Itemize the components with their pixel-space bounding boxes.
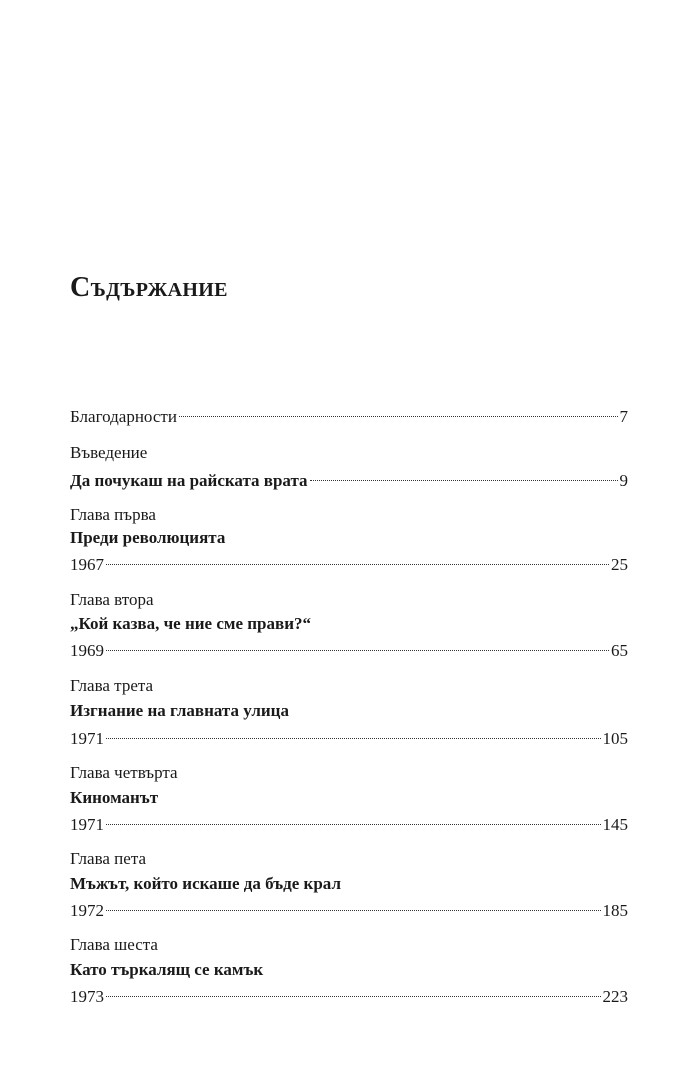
- toc-entry-chapter-6[interactable]: [70, 982, 628, 1012]
- toc-page-number: 9: [619, 471, 628, 490]
- toc-entry-chapter-1[interactable]: [70, 550, 628, 580]
- toc-entry-chapter-5[interactable]: [70, 896, 628, 926]
- dot-leader: [106, 650, 609, 651]
- dot-leader: [106, 564, 609, 565]
- toc-chapter-label: Въведение: [70, 443, 148, 462]
- toc-entry-acknowledgements[interactable]: [70, 402, 628, 432]
- dot-leader: [310, 480, 618, 481]
- toc-year: 1969: [70, 641, 104, 660]
- toc-page-number: 185: [602, 901, 628, 920]
- toc-chapter-title: Да почукаш на райската врата: [70, 471, 308, 490]
- toc-chapter-label: Глава четвърта: [70, 763, 178, 782]
- toc-year: 1967: [70, 555, 104, 574]
- dot-leader: [106, 824, 601, 825]
- toc-chapter-title: Като търкалящ се камък: [70, 960, 264, 979]
- dot-leader: [179, 416, 618, 417]
- toc-chapter-label: Глава пета: [70, 849, 147, 868]
- toc-entry-chapter-2[interactable]: [70, 636, 628, 666]
- toc-page-number: 25: [611, 555, 628, 574]
- toc-chapter-title: Преди революцията: [70, 528, 226, 547]
- toc-chapter-title: Изгнание на главната улица: [70, 701, 289, 720]
- toc-chapter-label: Глава шеста: [70, 935, 158, 954]
- toc-page-number: 7: [619, 407, 628, 426]
- dot-leader: [106, 910, 601, 911]
- toc-page-number: 105: [602, 729, 628, 748]
- page-title: Съдържание: [70, 272, 228, 303]
- toc-year: 1972: [70, 901, 104, 920]
- toc-entry-chapter-3[interactable]: [70, 724, 628, 754]
- toc-entry-introduction[interactable]: [70, 466, 628, 496]
- toc-page-number: 145: [602, 815, 628, 834]
- toc-year: 1971: [70, 729, 104, 748]
- dot-leader: [106, 996, 601, 997]
- toc-chapter-label: Глава трета: [70, 676, 154, 695]
- toc-page-number: 65: [611, 641, 628, 660]
- toc-page-number: 223: [602, 987, 628, 1006]
- toc-chapter-label: Глава първа: [70, 505, 156, 524]
- toc-chapter-title: „Кой казва, че ние сме прави?“: [70, 614, 311, 633]
- toc-entry-chapter-4[interactable]: [70, 810, 628, 840]
- toc-chapter-title: Киноманът: [70, 788, 159, 807]
- dot-leader: [106, 738, 601, 739]
- toc-year: 1973: [70, 987, 104, 1006]
- toc-entry-label: Благодарности: [70, 407, 177, 426]
- toc-chapter-title: Мъжът, който искаше да бъде крал: [70, 874, 341, 893]
- toc-chapter-label: Глава втора: [70, 590, 154, 609]
- toc-year: 1971: [70, 815, 104, 834]
